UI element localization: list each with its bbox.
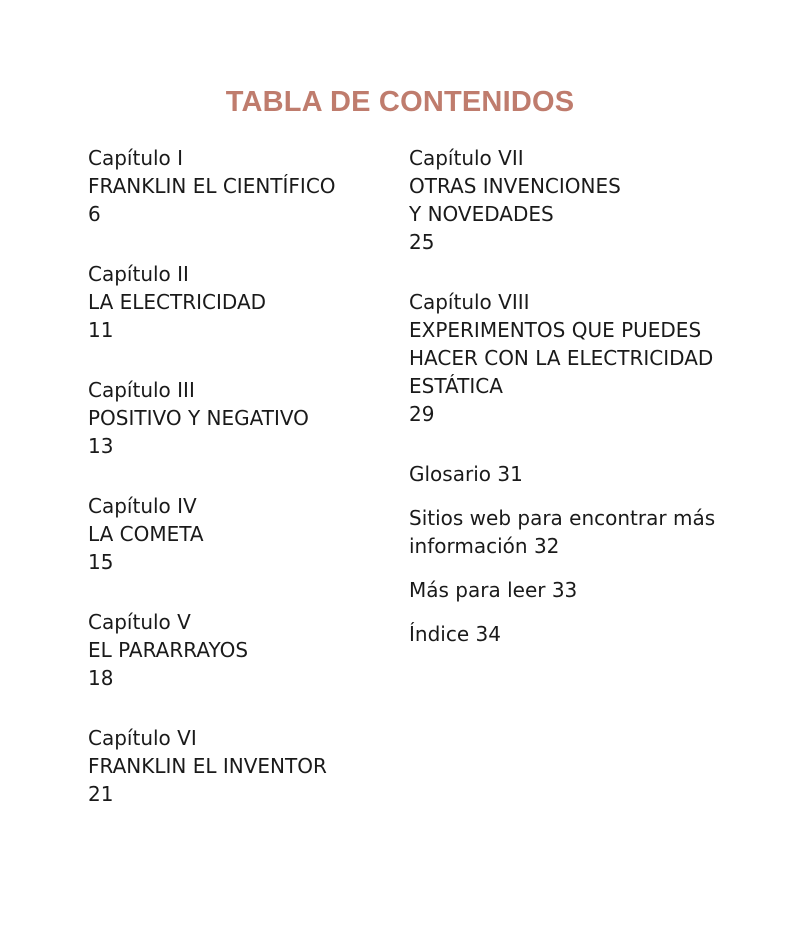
- chapter-title: EXPERIMENTOS QUE PUEDES: [409, 318, 702, 342]
- chapter-title: FRANKLIN EL CIENTÍFICO: [88, 174, 336, 198]
- page-number: 25: [409, 230, 435, 254]
- page-number: 29: [409, 402, 435, 426]
- page-number: 6: [88, 202, 101, 226]
- chapter-label: Capítulo I: [88, 146, 184, 170]
- toc-entry-chapter-8[interactable]: [409, 288, 769, 428]
- toc-entry-chapter-3[interactable]: [88, 376, 388, 460]
- toc-entry-glossary[interactable]: [409, 460, 769, 488]
- page-number: 13: [88, 434, 114, 458]
- toc-entry-chapter-1[interactable]: [88, 144, 388, 228]
- back-matter-text: Más para leer 33: [409, 578, 578, 602]
- chapter-title: FRANKLIN EL INVENTOR: [88, 754, 327, 778]
- toc-left-column: [88, 144, 388, 840]
- page-title: TABLA DE CONTENIDOS: [225, 86, 575, 118]
- chapter-label: Capítulo VI: [88, 726, 197, 750]
- page-number: 15: [88, 550, 114, 574]
- chapter-title: LA ELECTRICIDAD: [88, 290, 267, 314]
- chapter-title: HACER CON LA ELECTRICIDAD: [409, 346, 714, 370]
- back-matter-text: información 32: [409, 534, 560, 558]
- toc-entry-further-reading[interactable]: [409, 576, 769, 604]
- toc-entry-index[interactable]: [409, 620, 769, 648]
- toc-right-column: [409, 144, 769, 664]
- chapter-label: Capítulo II: [88, 262, 189, 286]
- chapter-title: POSITIVO Y NEGATIVO: [88, 406, 309, 430]
- chapter-title: OTRAS INVENCIONES: [409, 174, 621, 198]
- chapter-label: Capítulo III: [88, 378, 195, 402]
- page-number: 11: [88, 318, 114, 342]
- chapter-title: LA COMETA: [88, 522, 204, 546]
- back-matter-text: Índice 34: [409, 622, 501, 646]
- back-matter-text: Sitios web para encontrar más: [409, 506, 716, 530]
- chapter-title: EL PARARRAYOS: [88, 638, 249, 662]
- chapter-label: Capítulo VIII: [409, 290, 530, 314]
- toc-entry-chapter-4[interactable]: [88, 492, 388, 576]
- toc-entry-websites[interactable]: [409, 504, 769, 560]
- page-number: 18: [88, 666, 114, 690]
- chapter-label: Capítulo VII: [409, 146, 524, 170]
- toc-entry-chapter-6[interactable]: [88, 724, 388, 808]
- toc-entry-chapter-2[interactable]: [88, 260, 388, 344]
- chapter-label: Capítulo V: [88, 610, 191, 634]
- chapter-title: Y NOVEDADES: [409, 202, 554, 226]
- toc-entry-chapter-7[interactable]: [409, 144, 769, 256]
- toc-entry-chapter-5[interactable]: [88, 608, 388, 692]
- chapter-label: Capítulo IV: [88, 494, 197, 518]
- page-number: 21: [88, 782, 114, 806]
- chapter-title: ESTÁTICA: [409, 374, 503, 398]
- back-matter-text: Glosario 31: [409, 462, 523, 486]
